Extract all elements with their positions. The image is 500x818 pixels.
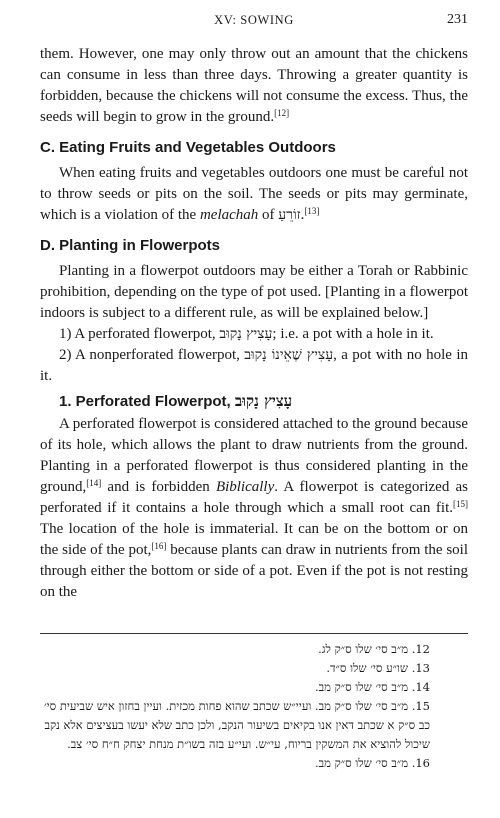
footnotes xyxy=(40,640,468,773)
text-span: When eating fruits and vegetables outdoors one must be careful not to throw seeds or pits on the soil. The seeds or pits may germinate, which is a violation of the xyxy=(40,165,468,223)
footnote-number: 15. xyxy=(411,699,430,713)
chapter-title: XV: SOWING xyxy=(214,13,294,27)
footnote-number: 16. xyxy=(411,756,430,770)
text-span: of xyxy=(262,207,275,223)
paragraph-intro xyxy=(40,44,468,128)
subsection-heading-1 xyxy=(40,391,468,412)
text-span: ; i.e. a pot with a hole in it. xyxy=(272,326,434,342)
footnote-text: מ״ב סי׳ שלו ס״ק מב. xyxy=(314,680,409,694)
hebrew-term: עָצִיץ נָקוּב xyxy=(234,392,293,410)
footnote-ref: [12] xyxy=(274,108,290,118)
footnote-ref: [15] xyxy=(453,499,468,509)
footnote-ref: [13] xyxy=(304,206,320,216)
running-head xyxy=(40,10,468,30)
text-span: The location of the hole is immaterial. It can be on the bottom or on the side of the pot, xyxy=(40,521,468,558)
main-text xyxy=(40,44,468,603)
section-heading-c: C. Eating Fruits and Vegetables Outdoors xyxy=(40,139,336,156)
text-span: , a pot with no hole in it. xyxy=(40,347,468,384)
italic-term: melachah xyxy=(199,207,259,223)
footnote-item xyxy=(40,678,468,697)
footnote-text: מ״ב סי׳ שלו ס״ק לג. xyxy=(318,642,409,656)
text-span: them. However, one may only throw out an amount that the chickens can consume in less than three days. Throwing a greater quantity is forbidden, because the chickens will not consume the excess. Thus, the seeds will begin to grow in the ground. xyxy=(40,46,468,125)
text-span: because plants can draw in nutrients from the soil through either the bottom or side of a pot. Even if the pot is not resting on the xyxy=(40,542,468,600)
footnote-ref: [14] xyxy=(86,478,102,488)
text-span: and is forbidden xyxy=(101,479,210,495)
footnote-number: 13. xyxy=(411,661,430,675)
footnote-number: 12. xyxy=(411,642,430,656)
footnote-number: 14. xyxy=(411,680,430,694)
text-span: . A flowerpot is categorized as perforated if it contains a hole through which a small root can fit. xyxy=(40,479,468,516)
italic-term: Biblically xyxy=(215,479,275,495)
footnote-text: שו״ע סי׳ שלו ס״ד. xyxy=(326,661,409,675)
hebrew-term: עָצִיץ שֶׁאֵינוֹ נָקוּב xyxy=(244,347,334,363)
section-heading-d: D. Planting in Flowerpots xyxy=(40,237,220,254)
footnote-item xyxy=(40,697,468,754)
text-span: 2) A nonperforated flowerpot, xyxy=(59,347,240,363)
page-number: 231 xyxy=(447,12,468,27)
footnote-divider xyxy=(40,633,468,634)
hebrew-term: עָצִיץ נָקוּב xyxy=(219,326,273,342)
footnote-text: מ״ב סי׳ שלו ס״ק מב. xyxy=(314,756,409,770)
footnote-item xyxy=(40,640,468,659)
text-span: A perforated flowerpot is considered attached to the ground because of its hole, which allows the plant to draw nutrients from the ground. Planting in a perforated flowerpot is thus considered planting in the ground, xyxy=(40,416,468,495)
text-span: 1) A perforated flowerpot, xyxy=(59,326,216,342)
paragraph-c: When eating fruits and vegetables outdoors one must be careful not to throw seeds or pits on the soil. The seeds or pits may germinate, which is a violation of the melachah of זוֹרֵעַ.[13] xyxy=(40,165,468,223)
text-span: 1. Perforated Flowerpot, xyxy=(59,393,231,410)
paragraph-d: Planting in a flowerpot outdoors may be either a Torah or Rabbinic prohibition, depending on the type of pot used. [Planting in a flowerpot indoors is subject to a different rule, as will be explained below.] xyxy=(40,263,468,321)
paragraph-s1 xyxy=(40,414,468,603)
footnote-item xyxy=(40,659,468,678)
list-item-1 xyxy=(40,324,468,345)
hebrew-term: זוֹרֵעַ xyxy=(278,207,301,223)
list-item-2 xyxy=(40,345,468,387)
footnote-item xyxy=(40,754,468,773)
footnote-text: מ״ב סי׳ שלו ס״ק מב. ועיי״ש שכתב שהוא פחות מכזית. ועיין בחזון איש שביעית סי׳ כב ס״ק א שכתב דאין אנו בקיאים בשיעור הנקב, ולכן כתב שלא יעשו בעציצים אלא נקב שיכול להוציא את המשקין בריוח, עי״ש. ועי״ע בזה בשו״ת מנחת יצחק ח״ח סי׳ צב. xyxy=(44,699,430,751)
footnote-ref: [16] xyxy=(151,541,167,551)
